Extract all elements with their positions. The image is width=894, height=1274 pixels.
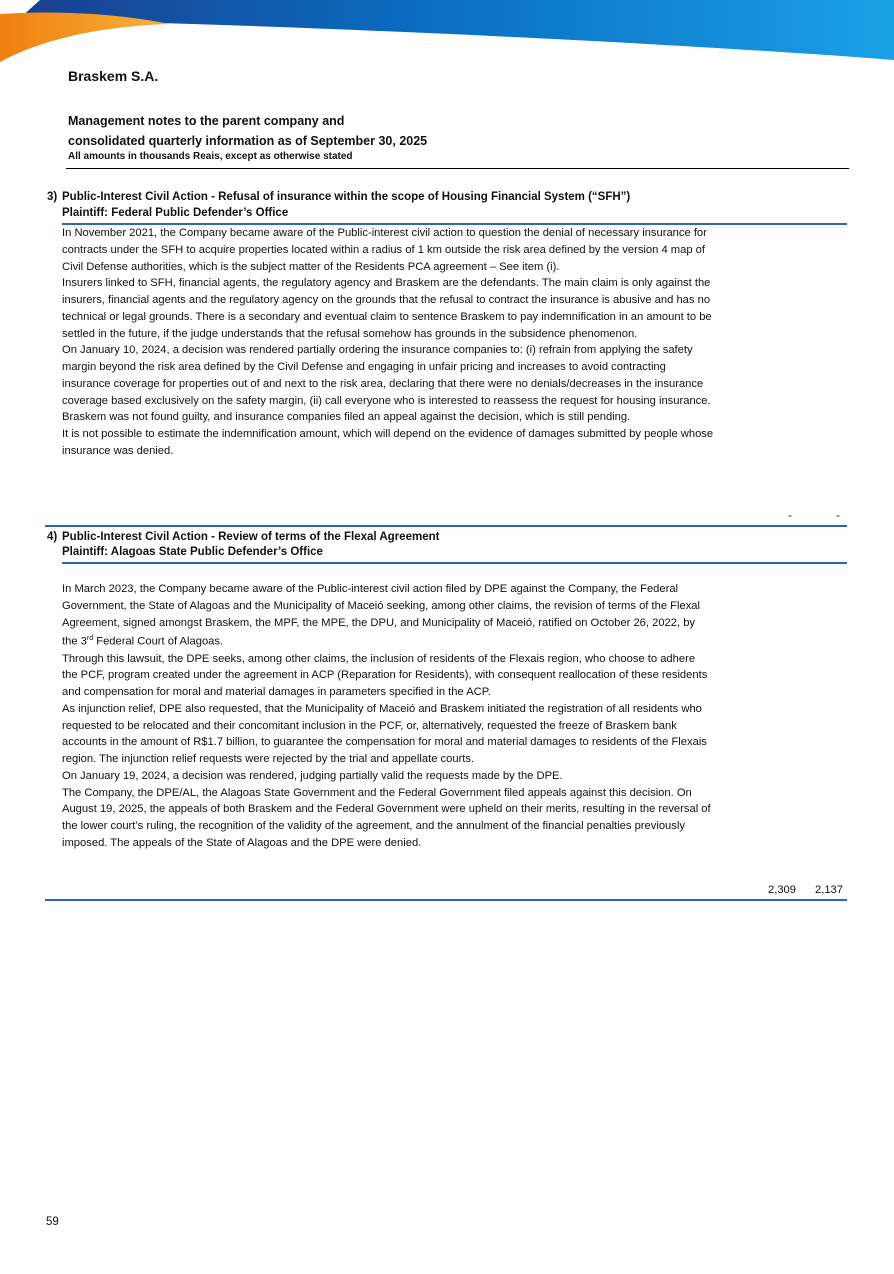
company-name: Braskem S.A.: [68, 68, 159, 84]
section-4-value-1: 2,309: [768, 884, 796, 896]
section-3-heading: [47, 189, 630, 206]
section-3-bottom-rule: [45, 525, 847, 527]
document-subtitle: All amounts in thousands Reais, except as otherwise stated: [68, 151, 353, 162]
section-4-value-2: 2,137: [815, 884, 843, 896]
paragraph: The Company, the DPE/AL, the Alagoas State Government and the Federal Government filed appeals against this decision. On August 19, 2025, the appeals of both Braskem and the Federal Government were upheld on their merits, resulting in the reversal of the lower court’s ruling, the recognition of the validity of the agreement, and the annulment of the financial penalties previously imposed. The appeals of the State of Alagoas and the DPE were denied.: [62, 786, 711, 849]
superscript: rd: [86, 635, 94, 643]
paragraph: Insurers linked to SFH, financial agents, the regulatory agency and Braskem are the defendants. The main claim is only against the insurers, financial agents and the regulatory agency on the grounds that the refusal to contract the insurance is abusive and has no technical or legal grounds. There is a secondary and eventual claim to sentence Braskem to pay indemnification in an amount to be settled in the future, if the judge understands that the refusal somehow has grounds in the subsidence phenomenon.: [62, 277, 712, 340]
section-4-heading: [47, 529, 439, 546]
header-banner: [0, 0, 894, 70]
section-3-body: [62, 225, 717, 460]
section-3-number: 3): [47, 191, 58, 203]
paragraph: It is not possible to estimate the indemnification amount, which will depend on the evidence of damages submitted by people whose insurance was denied.: [62, 428, 714, 457]
section-4-body: [62, 581, 712, 852]
document-title: [68, 111, 427, 151]
section-3-value-2: -: [836, 510, 840, 522]
title-line-2: consolidated quarterly information as of September 30, 2025: [68, 134, 428, 148]
section-3-plaintiff: Plaintiff: Federal Public Defender’s Office: [62, 207, 289, 219]
title-line-1: Management notes to the parent company and: [68, 114, 345, 128]
paragraph: As injunction relief, DPE also requested, that the Municipality of Maceió and Braskem initiated the registration of all residents who requested to be relocated and their concomitant inclusion in the PCF, or, alternatively, requested the freeze of Braskem bank accounts in the amount of R$1.7 billion, to guarantee the compensation for moral and material damages to residents of the Flexais region. The injunction relief requests were rejected by the trial and appellate courts.: [62, 702, 707, 766]
section-4-divider: [62, 562, 847, 564]
page-number: 59: [46, 1216, 59, 1228]
section-4-bottom-rule: [45, 899, 847, 901]
section-3-value-1: -: [788, 510, 792, 522]
paragraph: On January 19, 2024, a decision was rendered, judging partially valid the requests made by the DPE.: [62, 769, 563, 782]
section-4-title: Public-Interest Civil Action - Review of terms of the Flexal Agreement: [62, 531, 440, 543]
section-4-number: 4): [47, 531, 58, 543]
paragraph-text: Federal Court of Alagoas.: [93, 635, 224, 648]
paragraph: On January 10, 2024, a decision was rendered partially ordering the insurance companies to: (i) refrain from applying the safety margin beyond the risk area defined by the Civil Defense and engaging in unfair pricing and increases to avoid contracting insurance coverage for properties out of and next to the risk area, declaring that there were no denials/decreases in the insurance coverage based exclusively on the safety margin, (ii) call everyone who is interested to reassess the request for housing insurance. Braskem was not found guilty, and insurance companies filed an appeal against the decision, which is still pending.: [62, 344, 711, 424]
paragraph-text: In March 2023, the Company became aware of the Public-interest civil action filed by DPE against the Company, the Federal Government, the State of Alagoas and the Municipality of Maceió seeking, among other claims, the revision of terms of the Flexal Agreement, signed amongst Braskem, the MPF, the MPE, the DPU, and Municipality of Maceió, ratified on October 26, 2022, by the 3: [62, 583, 701, 648]
section-3-title: Public-Interest Civil Action - Refusal of insurance within the scope of Housing Financial System (“SFH”): [62, 191, 631, 203]
paragraph: [62, 581, 712, 651]
section-4-plaintiff: Plaintiff: Alagoas State Public Defender’s Office: [62, 546, 323, 558]
paragraph: In November 2021, the Company became aware of the Public-interest civil action to question the denial of necessary insurance for contracts under the SFH to acquire properties located within a radius of 1 km outside the risk area defined by the version 4 map of Civil Defense authorities, which is the subject matter of the Residents PCA agreement – See item (i).: [62, 227, 707, 273]
paragraph: Through this lawsuit, the DPE seeks, among other claims, the inclusion of residents of the Flexais region, who choose to adhere the PCF, program created under the agreement in ACP (Reparation for Residents), with consequent reallocation of these residents and compensation for moral and material damages in parameters specified in the ACP.: [62, 652, 708, 699]
header-divider: [66, 168, 849, 169]
